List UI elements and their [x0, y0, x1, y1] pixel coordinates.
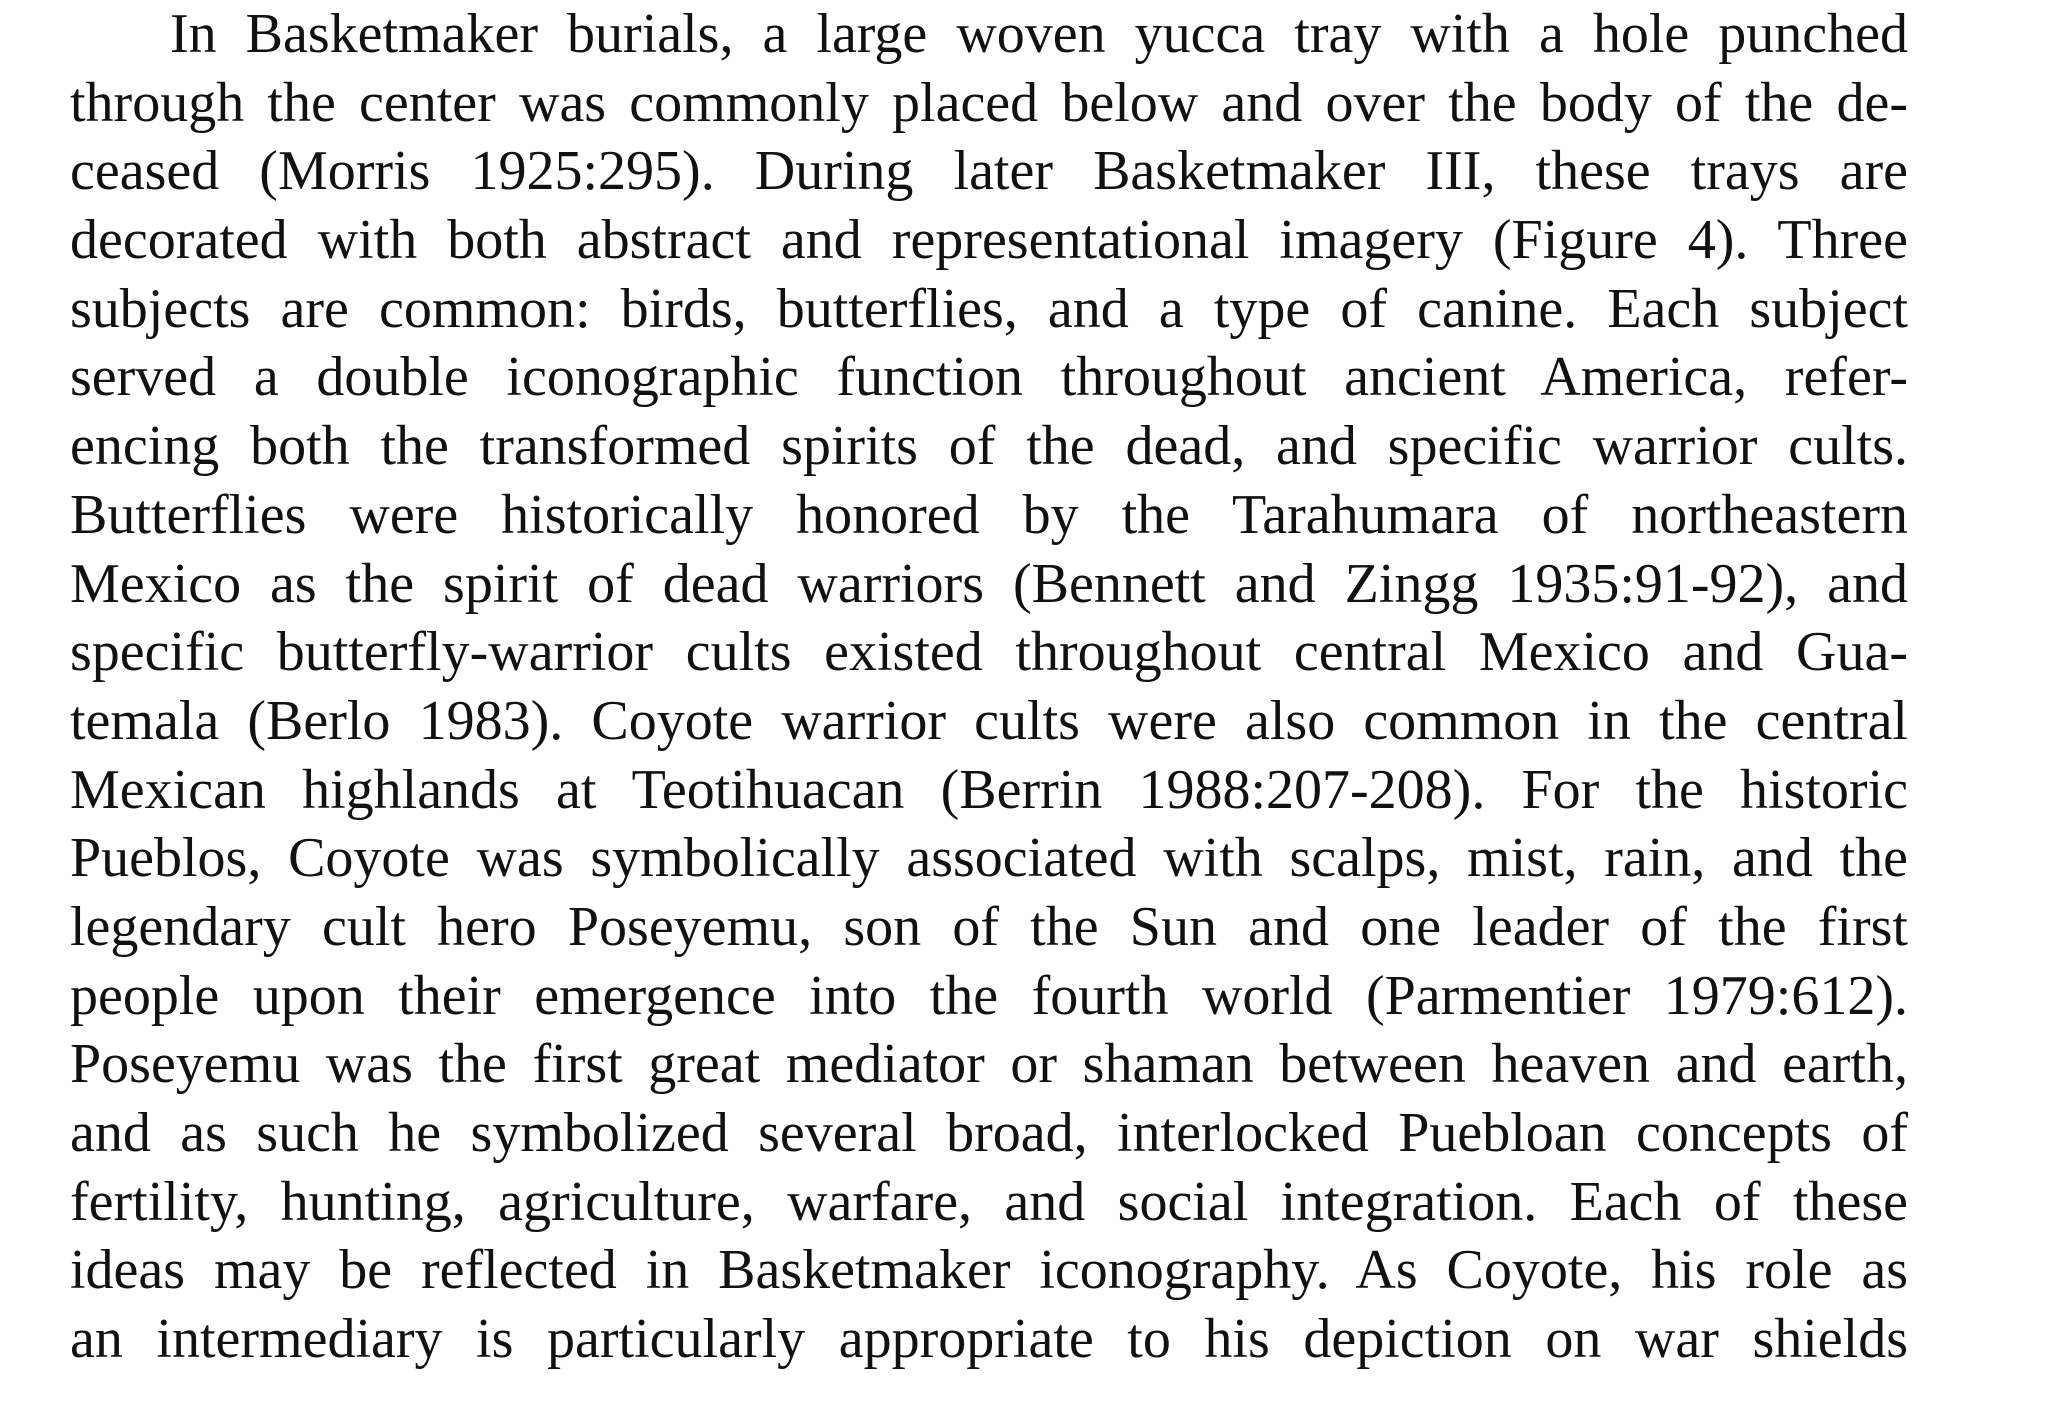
text-line: Mexico as the spirit of dead warriors (Bennett and Zingg 1935:91-92), and	[70, 552, 1908, 615]
text-line: legendary cult hero Poseyemu, son of the Sun and one leader of the first	[70, 895, 1908, 958]
text-line: served a double iconographic function throughout ancient America, refer-	[70, 346, 1908, 409]
text-line: temala (Berlo 1983). Coyote warrior cults were also common in the central	[70, 689, 1908, 752]
text-line: and as such he symbolized several broad, interlocked Puebloan concepts of	[70, 1102, 1908, 1164]
text-line: decorated with both abstract and representational imagery (Figure 4). Three	[70, 209, 1908, 272]
text-line: Butterflies were historically honored by the Tarahumara of northeastern	[70, 483, 1908, 546]
text-line: an intermediary is particularly appropriate to his depiction on war shields	[70, 1308, 1908, 1371]
text-line: subjects are common: birds, butterflies, and a type of canine. Each subject	[70, 277, 1908, 340]
body-paragraph	[70, 0, 1908, 1374]
text-line: specific butterfly-warrior cults existed throughout central Mexico and Gua-	[70, 621, 1908, 684]
text-line: Mexican highlands at Teotihuacan (Berrin 1988:207-208). For the historic	[70, 758, 1908, 821]
text-line: Poseyemu was the first great mediator or shaman between heaven and earth,	[70, 1033, 1908, 1096]
text-line: ceased (Morris 1925:295). During later Basketmaker III, these trays are	[70, 140, 1908, 203]
text-line: encing both the transformed spirits of the dead, and specific warrior cults.	[70, 415, 1908, 478]
text-line: In Basketmaker burials, a large woven yucca tray with a hole punched	[170, 3, 1908, 65]
text-line: fertility, hunting, agriculture, warfare, and social integration. Each of these	[70, 1170, 1908, 1233]
text-line: ideas may be reflected in Basketmaker iconography. As Coyote, his role as	[70, 1239, 1908, 1302]
text-line: through the center was commonly placed below and over the body of the de-	[70, 71, 1908, 134]
text-line: people upon their emergence into the fourth world (Parmentier 1979:612).	[70, 964, 1908, 1027]
text-line: Pueblos, Coyote was symbolically associated with scalps, mist, rain, and the	[70, 827, 1908, 890]
